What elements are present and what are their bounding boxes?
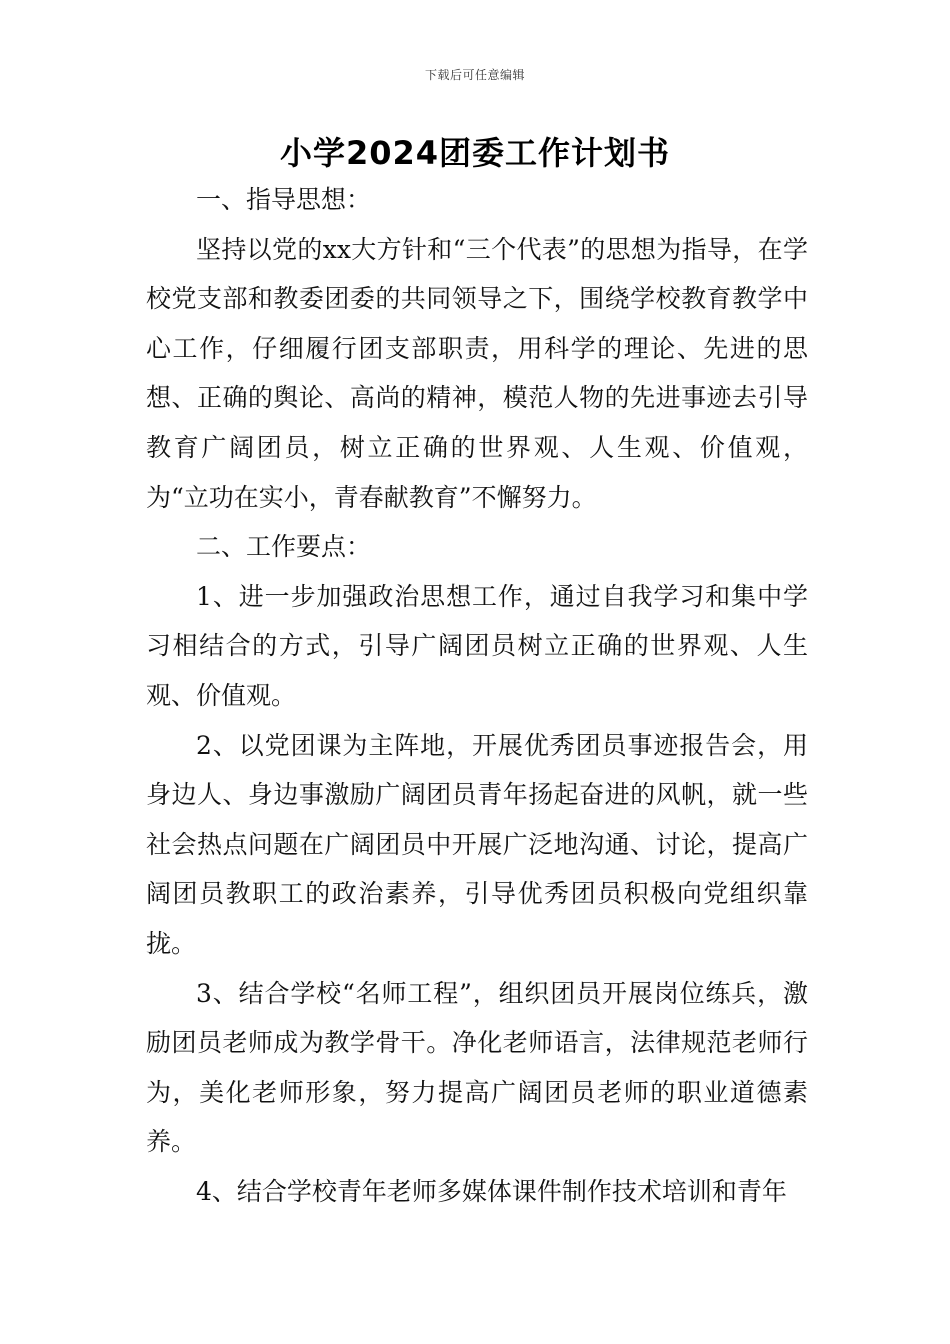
paragraph-point-3: 3、结合学校“名师工程”，组织团员开展岗位练兵，激励团员老师成为教学骨干。净化老师语言，法律规范老师行为，美化老师形象，努力提高广阔团员老师的职业道德素养。 <box>146 978 808 1157</box>
paragraph-point-4: 4、结合学校青年老师多媒体课件制作技术培训和青年 <box>196 1176 787 1206</box>
section-heading-guiding-thought: 一、指导思想： <box>196 185 372 214</box>
document-title: 小学2024团委工作计划书 <box>279 134 671 172</box>
section-heading-work-points: 二、工作要点： <box>196 532 372 562</box>
header-note: 下载后可任意编辑 <box>424 68 525 82</box>
document-body <box>146 175 808 1216</box>
paragraph-guiding-thought: 坚持以党的xx大方针和“三个代表”的思想为指导，在学校党支部和教委团委的共同领导之下，围绕学校教育教学中心工作，仔细履行团支部职责，用科学的理论、先进的思想、正确的舆论、高尚的精神，模范人物的先进事迹去引导教育广阔团员，树立正确的世界观、人生观、价值观，为“立功在实小，青春献教育”不懈努力。 <box>146 234 808 512</box>
paragraph-point-1: 1、进一步加强政治思想工作，通过自我学习和集中学习相结合的方式，引导广阔团员树立正确的世界观、人生观、价值观。 <box>146 581 808 710</box>
paragraph-point-2: 2、以党团课为主阵地，开展优秀团员事迹报告会，用身边人、身边事激励广阔团员青年扬起奋进的风帆，就一些社会热点问题在广阔团员中开展广泛地沟通、讨论，提高广阔团员教职工的政治素养，引导优秀团员积极向党组织靠拢。 <box>146 730 808 958</box>
